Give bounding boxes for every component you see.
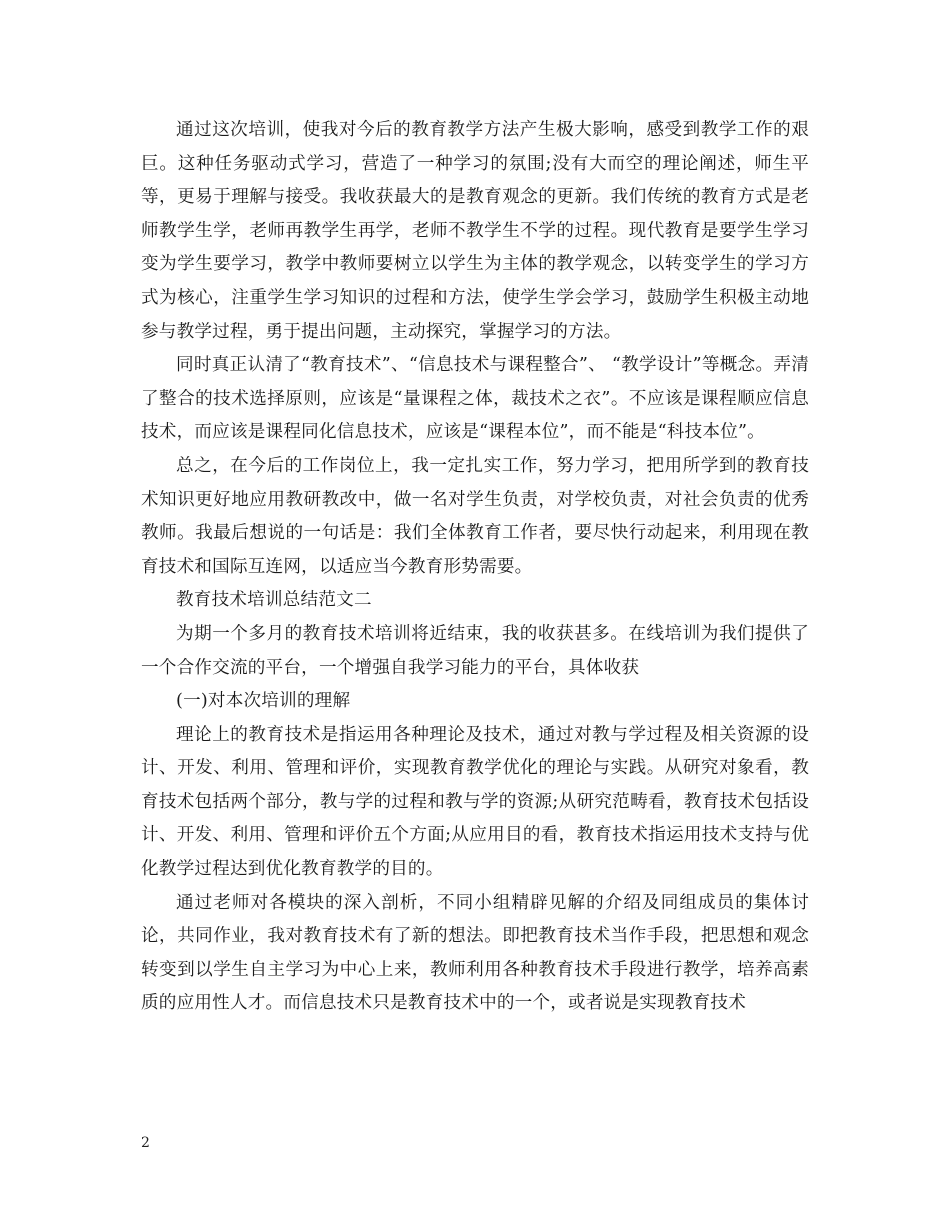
paragraph-4: 为期一个多月的教育技术培训将近结束，我的收获甚多。在线培训为我们提供了一个合作交流的平台，一个增强自我学习能力的平台，具体收获 [141,623,809,678]
section-heading: 教育技术培训总结范文二 [176,590,372,611]
subsection-heading: (一)对本次培训的理解 [176,691,351,712]
paragraph-1: 通过这次培训，使我对今后的教育教学方法产生极大影响，感受到教学工作的艰巨。这种任务驱动式学习，营造了一种学习的氛围;没有大而空的理论阐述，师生平等，更易于理解与接受。我收获最大的是教育观念的更新。我们传统的教育方式是老师教学生学，老师再教学生再学，老师不教学生不学的过程。现代教育是要学生学习变为学生要学习，教学中教师要树立以学生为主体的教学观念，以转变学生的学习方式为核心，注重学生学习知识的过程和方法，使学生学会学习，鼓励学生积极主动地参与教学过程，勇于提出问题，主动探究，掌握学习的方法。 [141,120,809,342]
paragraph-2: 同时真正认清了“教育技术”、“信息技术与课程整合”、 “教学设计”等概念。弄清了整合的技术选择原则，应该是“量课程之体，裁技术之衣”。不应该是课程顺应信息技术，而应该是课程同化信息技术，应该是“课程本位”，而不能是“科技本位”。 [141,355,809,443]
page-number: 2 [141,1135,150,1151]
paragraph-6: 通过老师对各模块的深入剖析，不同小组精辟见解的介绍及同组成员的集体讨论，共同作业，我对教育技术有了新的想法。即把教育技术当作手段，把思想和观念转变到以学生自主学习为中心上来，教师利用各种教育技术手段进行教学，培养高素质的应用性人才。而信息技术只是教育技术中的一个，或者说是实现教育技术 [141,892,809,1014]
paragraph-3: 总之，在今后的工作岗位上，我一定扎实工作，努力学习，把用所学到的教育技术知识更好地应用教研教改中，做一名对学生负责，对学校负责，对社会负责的优秀教师。我最后想说的一句话是：我们全体教育工作者，要尽快行动起来，利用现在教育技术和国际互连网，以适应当今教育形势需要。 [141,455,809,577]
document-body [141,114,809,1021]
paragraph-5: 理论上的教育技术是指运用各种理论及技术，通过对教与学过程及相关资源的设计、开发、利用、管理和评价，实现教育教学优化的理论与实践。从研究对象看，教育技术包括两个部分，教与学的过程和教与学的资源;从研究范畴看，教育技术包括设计、开发、利用、管理和评价五个方面;从应用目的看，教育技术指运用技术支持与优化教学过程达到优化教育教学的目的。 [141,724,809,880]
